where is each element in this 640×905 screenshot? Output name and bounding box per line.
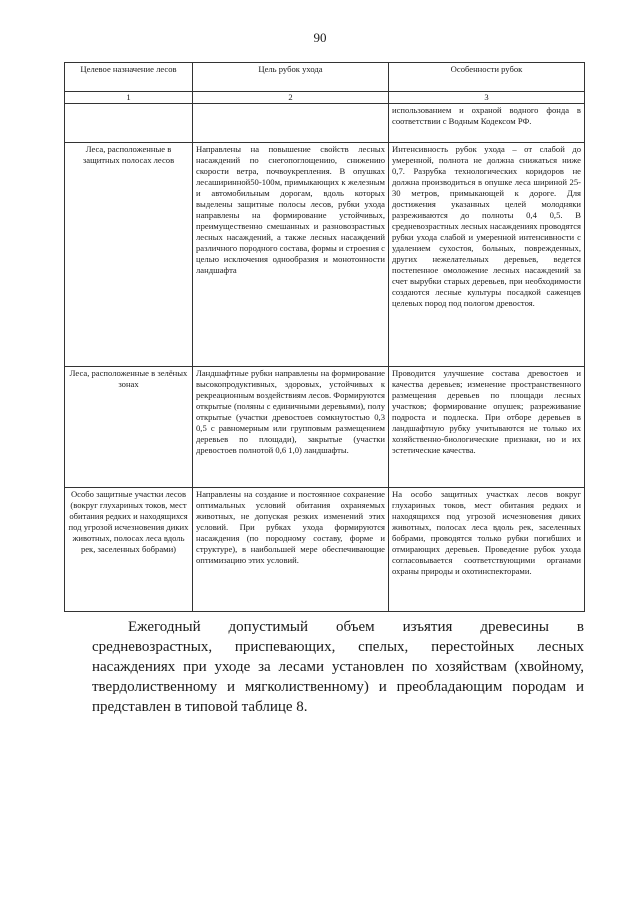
silviculture-table [64,62,585,612]
column-number: 1 [65,92,193,104]
table-row [65,488,585,612]
cell-purpose [65,104,193,143]
header-purpose: Целевое назначение лесов [65,63,193,92]
cell-purpose: Особо защитные участки лесов (вокруг глухариных токов, мест обитания редких и находящихся под угрозой исчезновения диких животных, полосах леса вдоль рек, заселенных бобрами) [65,488,193,612]
cell-goal: Направлены на повышение свойств лесных насаждений по снегопоглощению, снижению скорости ветра, почвоукрепления. В опушках лесаширинной50-100м, примыкающих к железным и автомобильным дорогам, вдоль которых выделены защитные полосы лесов, рубки ухода направлены на формирование устойчивых, преимущественно смешанных и разновозрастных лесных насаждений, а также лесных насаждений различного породного состава, формы и строения с целью исключения однообразия и монотонности ландшафта [193,143,389,367]
page-number: 90 [313,30,327,45]
table-header-row [65,63,585,92]
header-goal: Цель рубок ухода [193,63,389,92]
header-features: Особенности рубок [389,63,585,92]
column-number: 3 [389,92,585,104]
column-number: 2 [193,92,389,104]
table-row [65,367,585,488]
table-row [65,104,585,143]
cell-features: Интенсивность рубок ухода – от слабой до умеренной, полнота не должна снижаться ниже 0,7. Разрубка технологических коридоров не должна производиться в опушке леса шириной 25-30 метров, примыкающей к дороге. Для достижения указанных целей молодняки разреживаются до полноты 0,4 0,5. В средневозрастных лесных насаждениях проводятся рубки ухода слабой и умеренной интенсивности с удалением сухостоя, больных, поврежденных, других нежелательных деревьев, ведется постепенное омоложение лесных насаждений за счет вырубки старых деревьев, при необходимости создаются лесные культуры посадкой саженцев целевых пород под пологом древостоя. [389,143,585,367]
body-paragraph: Ежегодный допустимый объем изъятия древесины в средневозрастных, приспевающих, спелых, перестойных лесных насаждениях при уходе за лесами установлен по хозяйствам (хвойному, твердолиственному и мягколиственному) и преобладающим породам и представлен в типовой таблице 8. [92,619,584,715]
cell-goal: Направлены на создание и постоянное сохранение оптимальных условий обитания охраняемых животных, не допуская резких изменений этих условий. При рубках ухода формируются насаждения (по породному составу, форме и структуре), в наибольшей мере обеспечивающие оптимизацию этих условий. [193,488,389,612]
cell-features: использованием и охраной водного фонда в соответствии с Водным Кодексом РФ. [389,104,585,143]
cell-purpose: Леса, расположенные в защитных полосах лесов [65,143,193,367]
cell-goal [193,104,389,143]
column-number-row [65,92,585,104]
cell-features: Проводится улучшение состава древостоев и качества деревьев; изменение пространственного размещения деревьев по площади лесных участков; формирование опушек; разреживание подроста и подлеска. При отборе деревьев в ландшафтную рубку учитываются не только их хозяйственно-биологические признаки, но и их эстетические качества. [389,367,585,488]
table-row [65,143,585,367]
cell-purpose: Леса, расположенные в зелёных зонах [65,367,193,488]
cell-goal: Ландшафтные рубки направлены на формирование высокопродуктивных, здоровых, устойчивых к рекреационным воздействиям лесов. Формируются открытые (поляны с единичными деревьями), полу открытые (участки древостоев сомкнутостью 0,3 0,5 с равномерным или групповым размещением деревьев по площади), закрытые (участки древостоев полнотой 0,6 1,0) ландшафты. [193,367,389,488]
cell-features: На особо защитных участках лесов вокруг глухариных токов, мест обитания редких и находящихся под угрозой исчезновения диких животных, полосах леса вдоль рек, заселенных бобрами, проводятся только рубки погибших и отмирающих деревьев. Проведение рубок ухода согласовывается соответствующими органами охраны природы и охотинспекторами. [389,488,585,612]
